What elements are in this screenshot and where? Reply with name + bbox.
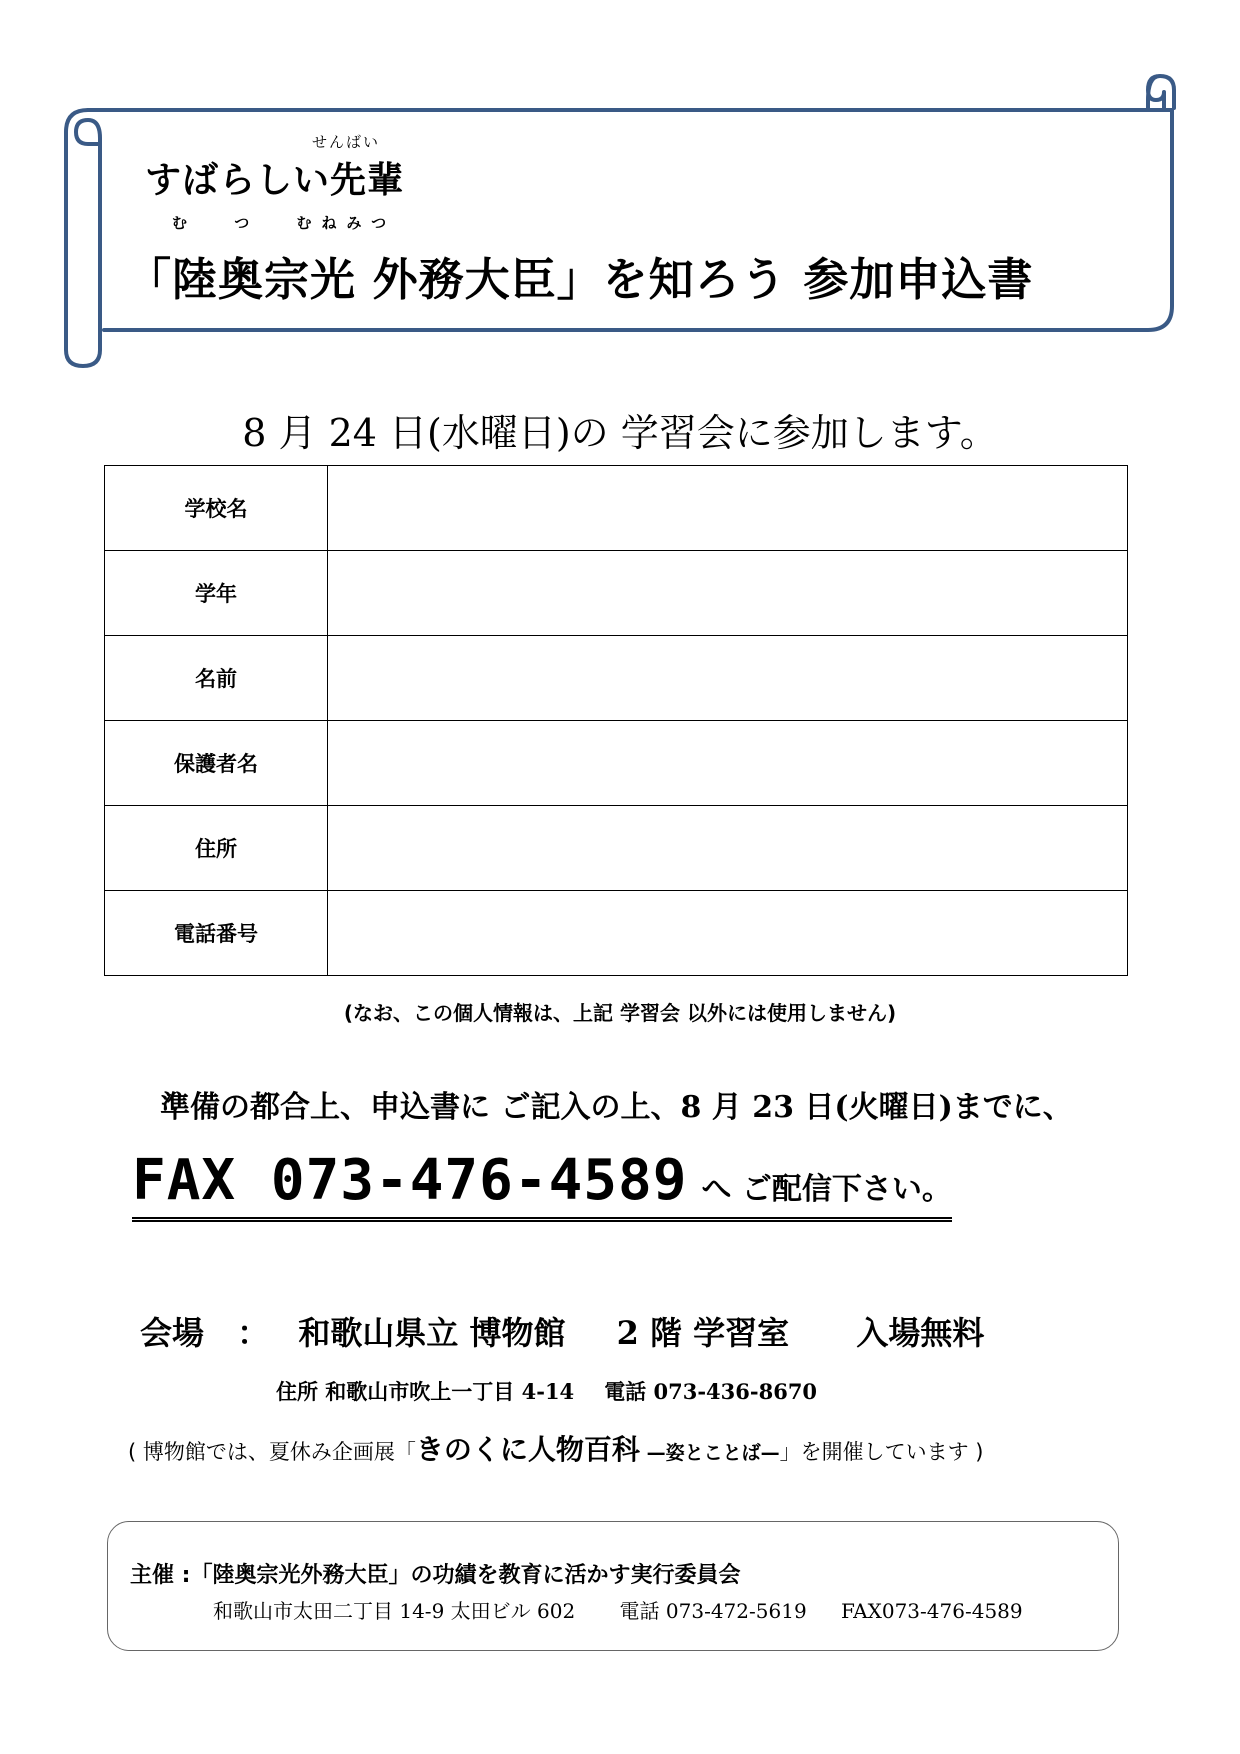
phone-label: 電話番号: [105, 891, 328, 976]
subtitle-ruby: せんばい: [312, 133, 381, 151]
organizer-contact: [213, 1595, 1023, 1624]
phone-field[interactable]: [328, 891, 1128, 976]
exhibit-open: ( 博物館では、夏休み企画展「: [128, 1440, 416, 1464]
guardian-name-label: 保護者名: [105, 721, 328, 806]
scroll-right-roll: [1148, 76, 1174, 108]
form-row-school: [105, 466, 1128, 551]
address-field[interactable]: [328, 806, 1128, 891]
application-form-table: [104, 465, 1128, 976]
deadline-text: 準備の都合上、申込書に ご記入の上、8 月 23 日(火曜日)までに、: [160, 1090, 1073, 1125]
venue-separator: ：: [237, 1314, 270, 1352]
scroll-left-roll: [66, 110, 100, 366]
organizer-title: 主催 :「陸奥宗光外務大臣」の功績を教育に活かす実行委員会: [130, 1563, 741, 1588]
venue-label: 会場: [140, 1314, 205, 1352]
grade-field[interactable]: [328, 551, 1128, 636]
exhibit-close: 」を開催しています ): [779, 1440, 984, 1464]
name-field[interactable]: [328, 636, 1128, 721]
form-row-guardian: [105, 721, 1128, 806]
event-date-line: 8 月 24 日(水曜日)の 学習会に参加します。: [242, 411, 998, 455]
venue-floor-room: 2 階 学習室: [616, 1314, 790, 1352]
fax-suffix: へ ご配信下さい。: [701, 1172, 952, 1207]
venue-line: [140, 1308, 984, 1354]
title-ruby: む つ むねみつ: [172, 214, 397, 232]
organizer-fax: FAX073-476-4589: [841, 1599, 1023, 1623]
guardian-name-field[interactable]: [328, 721, 1128, 806]
privacy-note: (なお、この個人情報は、上記 学習会 以外には使用しません): [343, 1001, 897, 1025]
form-row-phone: [105, 891, 1128, 976]
banner-title: 「陸奥宗光 外務大臣」を知ろう 参加申込書: [126, 253, 1034, 306]
address-label: 住所: [105, 806, 328, 891]
school-name-field[interactable]: [328, 466, 1128, 551]
form-row-name: [105, 636, 1128, 721]
organizer-address: 和歌山市太田二丁目 14-9 太田ビル 602: [213, 1599, 576, 1623]
banner-subtitle: すばらしい先輩: [145, 160, 405, 201]
venue-address: 住所 和歌山市吹上一丁目 4-14: [276, 1379, 575, 1404]
school-name-label: 学校名: [105, 466, 328, 551]
organizer-phone: 電話 073-472-5619: [619, 1599, 807, 1623]
fax-number: FAX 073-476-4589: [132, 1148, 688, 1213]
admission-free: 入場無料: [856, 1314, 985, 1352]
exhibit-title: きのくに人物百科: [415, 1433, 640, 1466]
grade-label: 学年: [105, 551, 328, 636]
exhibit-notice: [128, 1428, 983, 1468]
form-row-grade: [105, 551, 1128, 636]
venue-address-line: [276, 1376, 817, 1406]
exhibit-subtitle: —姿とことば—: [646, 1442, 780, 1464]
fax-instruction: [132, 1148, 952, 1222]
venue-name: 和歌山県立 博物館: [298, 1314, 566, 1352]
venue-phone: 電話 073-436-8670: [604, 1379, 818, 1404]
form-row-address: [105, 806, 1128, 891]
name-label: 名前: [105, 636, 328, 721]
